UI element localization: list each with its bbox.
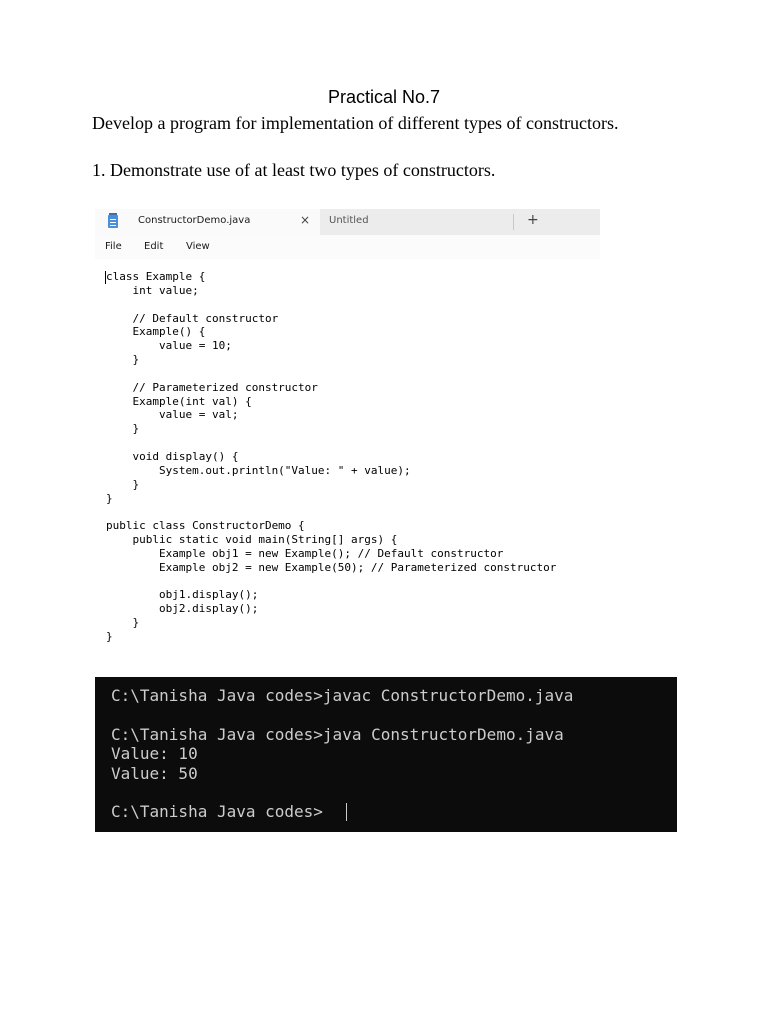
tab-constructordemo[interactable] [95,209,320,235]
add-tab-icon[interactable]: + [527,212,539,228]
tab-untitled[interactable]: Untitled [329,215,369,226]
tab-bar [95,209,600,235]
menu-edit[interactable]: Edit [144,241,164,252]
task-statement: 1. Demonstrate use of at least two types of constructors. [92,160,496,180]
console-cursor [346,803,347,821]
notepad-file-icon [108,215,118,228]
notepad-window [95,209,600,667]
source-code: class Example { int value; // Default constructor Example() { value = 10; } // Parameterized constructor Example(int val) { value = val; } void display() { System.out.println("Value: " + value); } } public class ConstructorDemo { public static void main(String[] args) { Example obj1 = new Example(); // Default constructor Example obj2 = new Example(50); // Parameterized constructor obj1.display(); obj2.display(); } } [106,270,557,643]
text-editor[interactable] [95,259,600,667]
tab-divider [513,214,514,230]
menu-bar [95,235,600,259]
menu-view[interactable]: View [186,241,210,252]
console-output: C:\Tanisha Java codes>javac ConstructorDemo.java C:\Tanisha Java codes>java ConstructorDemo.java Value: 10 Value: 50 C:\Tanisha Java codes> [111,686,574,822]
page-title: Practical No.7 [327,87,441,107]
menu-file[interactable]: File [105,241,122,252]
page-subtitle: Develop a program for implementation of different types of constructors. [92,113,619,133]
close-tab-icon[interactable]: × [300,213,311,227]
command-prompt-window[interactable] [95,677,677,832]
tab-label: ConstructorDemo.java [138,215,251,226]
text-caret [105,271,106,284]
